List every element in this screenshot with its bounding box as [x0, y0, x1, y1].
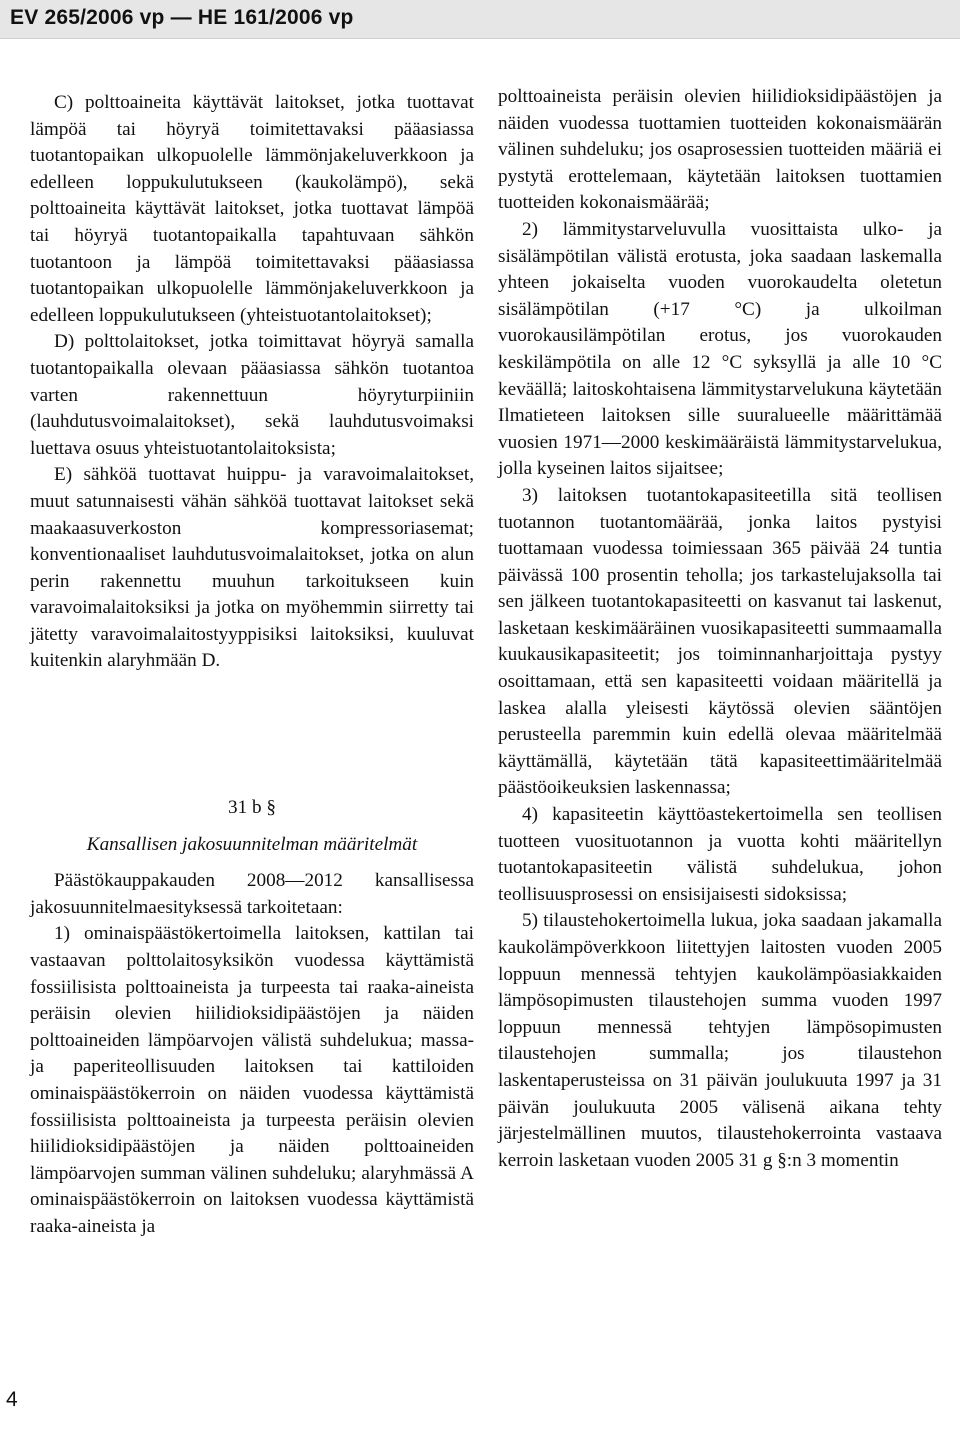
left-paragraph-e: E) sähköä tuottavat huippu- ja varavoimalaitokset, muut satunnaisesti vähän sähköä tuottavat laitokset sekä maakaasuverkoston kompressoriasemat; konventionaaliset lauhdutusvoimalaitokset, jotka on alun perin rakennettu muuhun tarkoitukseen kuin varavoimalaitoksiksi ja jotka on myöhemmin siirretty tai jätetty varavoimalaitostyyppisiksi laitoksiksi, kuuluvat kuitenkin alaryhmään D. [30, 464, 474, 672]
left-paragraph-d: D) polttolaitokset, jotka toimittavat höyryä samalla tuotantopaikalla olevaan pääasiassa sähkön tuotantoa varten rakennettuun höyryturpiiniin (lauhdutusvoimalaitokset), sekä lauhdutusvoimaksi luettava osuus yhteistuotantolaitoksista; [30, 331, 474, 459]
right-paragraph-2: 2) lämmitystarveluvulla vuosittaista ulko- ja sisälämpötilan välistä erotusta, joka saadaan laskemalla yhteen jokaiselta vuoden vuorokaudelta oletetun sisälämpötilan (+17 °C) ja ulkoilman vuorokausilämpötilan erotus, jos vuorokauden keskilämpötila on alle 12 °C syksyllä ja alle 10 °C keväällä; laitoskohtaisena lämmitystarvelukuna käytetään Ilmatieteen laitoksen sille suuralueelle määrittämää vuosien 1971—2000 keskimääräistä lämmitystarvelukua, jolla kyseinen laitos sijaitsee; [498, 218, 942, 480]
left-paragraph-1: 1) ominaispäästökertoimella laitoksen, kattilan tai vastaavan polttolaitosyksikön vuodessa käyttämistä fossiilisista polttoaineista ja turpeesta tai raaka-aineista peräisin olevien hiilidioksidipäästöjen ja näiden polttoaineiden lämpöarvojen välistä suhdelukua; massa- ja paperiteollisuuden laitoksen tai kattiloiden ominaispäästökerroin on näiden vuodessa käyttämistä fossiilisista polttoaineista ja turpeesta peräisin olevien hiilidioksidipäästöjen ja näiden polttoaineiden lämpöarvojen summan välinen suhdeluku; alaryhmässä A ominaispäästökerroin on laitoksen vuodessa käyttämistä raaka-aineista ja [30, 923, 474, 1237]
right-paragraph-5: 5) tilaustehokertoimella lukua, joka saadaan jakamalla kaukolämpöverkkoon liitettyjen laitosten vuoden 2005 loppuun mennessä tehtyjen kaukolämpöasiakkaiden lämpösopimusten tilaustehojen summa vuoden 1997 loppuun mennessä tehtyjen lämpösopimusten tilaustehojen summalla; jos tilaustehon laskentaperusteissa on 31 päivän joulukuuta 1997 ja 31 päivän joulukuuta 2005 välisenä aikana tehty järjestelmällinen muutos, tilaustehokerrointa vastaava kerroin lasketaan vuoden 2005 31 g §:n 3 momentin [498, 910, 942, 1171]
left-column [30, 90, 474, 1241]
right-column [498, 84, 942, 1174]
left-paragraph-c: C) polttoaineita käyttävät laitokset, jotka tuottavat lämpöä tai höyryä toimitettavaksi pääasiassa tuotantopaikan ulkopuolelle lämmönjakeluverkkoon ja edelleen loppukulutukseen (kaukolämpö), sekä polttoaineita käyttävät laitokset, jotka tuottavat lämpöä tai höyryä tuotantopaikalla tapahtuvaan sähkön tuotantoon ja lämpöä toimitettavaksi pääasiassa tuotantopaikan ulkopuolelle lämmönjakeluverkkoon ja edelleen loppukulutukseen (yhteistuotantolaitokset); [30, 92, 474, 326]
right-paragraph-continued: polttoaineista peräisin olevien hiilidioksidipäästöjen ja näiden vuodessa tuottamien tuotteiden kokonaismäärän välinen suhdeluku; jos osaprosessien tuotteiden määriä ei pystytä erottelemaan, käytetään laitoksen tuottamien tuotteiden kokonaismäärää; [498, 86, 942, 214]
page-number: 4 [6, 1388, 18, 1411]
page-header [0, 0, 960, 39]
section-number: 31 b § [228, 797, 276, 819]
right-paragraph-4: 4) kapasiteetin käyttöastekertoimella sen teollisen tuotteen vuosituotannon ja vuotta kohti määritellyn tuotantokapasiteetin välistä suhdelukua, johon teollisuusprosessi on ensisijaisesti sidoksissa; [498, 804, 942, 905]
right-paragraph-3: 3) laitoksen tuotantokapasiteetilla sitä teollisen tuotannon tuotantomäärää, jonka laitos pystyisi tuottamaan vuodessa toimiessaan 365 päivää 24 tuntia päivässä 100 prosentin teholla; jos tarkastelujaksolla tai sen jälkeen tuotantokapasiteetti on kasvanut tai laskenut, lasketaan keskimääräinen vuosikapasiteetti summaamalla kuukausikapasiteetit; jos toiminnanharjoittaja pystyy osoittamaan, että sen kapasiteetti voidaan määritellä ja laskea alalla yleisesti käytössä olevien sääntöjen perusteella paremmin kuin edellä olevaa määritelmää käyttämällä, käytetään tätä kapasiteettimääritelmää päästöoikeuksien laskennassa; [498, 484, 942, 799]
section-title: Kansallisen jakosuunnitelman määritelmät [86, 833, 418, 855]
header-title: EV 265/2006 vp — HE 161/2006 vp [10, 6, 354, 29]
left-paragraph-intro: Päästökauppakauden 2008—2012 kansallisessa jakosuunnitelmaesityksessä tarkoitetaan: [30, 870, 474, 918]
